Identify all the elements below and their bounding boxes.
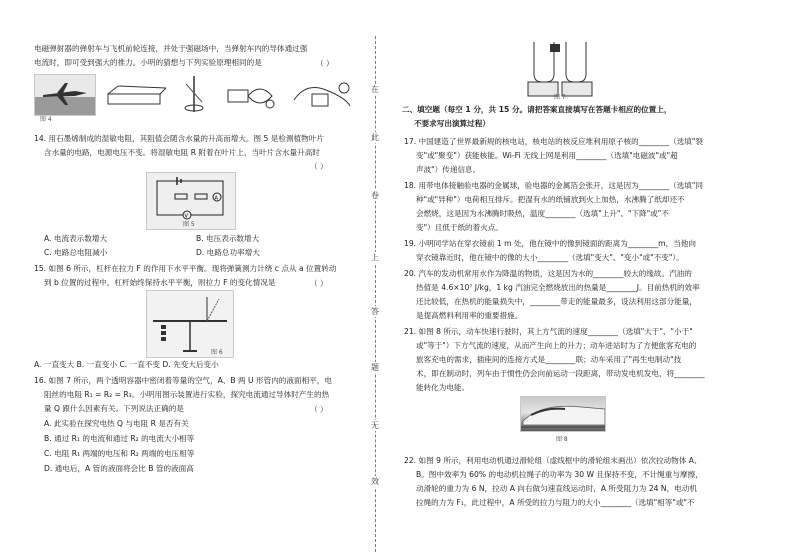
q21-line-5: 能转化为电能。 [416,383,470,392]
q22-line-3: 动滑轮的重力为 6 N，拉动 A 向右做匀速直线运动时，A 所受阻力为 24 N，电动机 [416,484,697,493]
svg-text:A: A [214,195,218,202]
q16-line-2: 阻丝的电阻 R₁ = R₂ = R₃。小明用图示装置进行实验，探究电流通过导体时产生的热 [44,390,330,399]
q21-line-3: 旅客充电的需求，插座间的连接方式是________联；动车采用了"再生电制动"技 [416,355,682,364]
u-tube-apparatus-diagram [520,38,600,100]
figure-4 [34,72,364,122]
jet-icon [35,75,95,115]
aircraft-carrier-photo [34,74,96,116]
q21-line-1: 21. 如图 8 所示，动车快速行驶时，其上方气流的速度________（选填"大于"、"小于" [404,327,693,336]
seal-char-6: 题 [368,362,382,373]
q16-option-c: C. 电阻 R₁ 两端的电压和 R₂ 两端的电压相等 [44,449,195,458]
figure-8-caption: 图 8 [556,436,568,443]
q16-line-1: 16. 如图 7 所示，两个透明容器中密闭着等量的空气，A、B 两 U 形管内的液面相平，电 [34,376,332,385]
q19-line-1: 19. 小明同学站在穿衣镜前 1 m 处，他在镜中的像到镜面的距离为________m，当他向 [404,239,696,248]
q20-line-1: 20. 汽车的发动机常用水作为降温的物质，这是因为水的________较大的缘故。汽油的 [404,269,692,278]
generator-diagram [286,76,358,116]
coil-experiment-diagram [222,76,280,116]
q20-line-4: 是提高燃料利用率的重要措施。 [416,311,523,320]
svg-text:V: V [184,213,188,220]
figure-7 [520,38,600,100]
magnet-rail-diagram [102,76,168,116]
q19-line-2: 穿衣镜靠近时，他在镜中的像的大小________（选填"变大"、"变小"或"不变"）。 [416,253,684,262]
intro-answer-paren: （ ） [316,59,334,68]
q22-line-1: 22. 如图 9 所示，利用电动机通过滑轮组（虚线框中的滑轮组未画出）依次拉动物体 A、 [404,456,702,465]
q22-line-2: B。图中效率为 60% 的电动机拉绳子的功率为 30 W 且保持不变，不计绳重与摩擦， [416,470,703,479]
figure-5 [146,172,236,230]
q20-line-3: 还比较低，在热机的能量损失中，________带走的能量最多，设法利用这部分能量， [416,297,697,306]
seal-char-8: 效 [368,476,382,487]
q17-line-2: 变"或"聚变"）获能核能。Wi-Fi 无线上网是利用________（选填"电磁波"或"超 [416,151,678,160]
q18-line-2: 种"或"异种"）电荷相互排斥。把湿有水的纸铺放到火上加热，水沸腾了纸却还不 [416,195,685,204]
section-note: 不要求写出演算过程） [414,119,490,128]
seal-char-3: 卷 [368,190,382,201]
figure-8 [520,396,606,432]
train-photo [521,397,605,431]
q14-answer-paren: （ ） [310,162,328,171]
q14-option-c: C. 电路总电阻减小 [44,248,108,257]
seal-char-1: 在 [368,84,382,95]
figure-6 [146,290,234,358]
figure-4-caption: 图 4 [40,116,52,123]
q14-option-d: D. 电路总功率增大 [196,248,260,257]
q15-line-1: 15. 如图 6 所示，杠杆在拉力 F 的作用下水平平衡。现将弹簧测力计绕 c 点从 a 位置转动 [34,264,337,273]
q15-answer-paren: （ ） [310,279,328,288]
q15-line-2: 到 b 位置的过程中，杠杆始终保持水平平衡，则拉力 F 的变化情况是 [44,278,276,287]
q14-line-1: 14. 用石墨烯制成的湿敏电阻，其阻值会随含水量的升高而增大。图 5 是检测植物叶片 [34,134,324,143]
seal-char-5: 答 [368,306,382,317]
seal-char-4: 上 [368,252,382,263]
q18-line-4: 变"）且低于纸的着火点。 [416,223,504,232]
q16-line-3: 量 Q 跟什么因素有关。下列说法正确的是 [44,404,184,413]
q21-line-2: 或"等于"）下方气流的速度，从而产生向上的升力；动车进站时为了方便旅客充电的 [416,341,697,350]
q17-line-1: 17. 中国建造了世界最新规的核电站，核电站的核反应堆利用原子核的________（选填"裂 [404,137,703,146]
q14-option-a: A. 电流表示数增大 [44,234,108,243]
q14-option-b: B. 电压表示数增大 [196,234,260,243]
q17-line-3: 声波"）传递信息。 [416,165,481,174]
figure-7-caption: 图 7 [554,94,566,101]
q20-line-2: 热值是 4.6×10⁷ J/kg，1 kg 汽油完全燃烧放出的热量是________J。目前热机的效率 [416,283,700,292]
compass-needle-diagram [174,72,214,116]
q16-option-a: A. 此实验在探究电热 Q 与电阻 R 是否有关 [44,419,189,428]
binding-line [375,36,376,552]
intro-line-1: 电磁弹射器的弹射车与飞机前轮连接，并处于强磁场中，当弹射车内的导体通过强 [34,44,308,53]
q16-option-b: B. 通过 R₁ 的电流和通过 R₂ 的电流大小相等 [44,434,195,443]
figure-6-caption: 图 6 [211,349,223,356]
q14-line-2: 含水量的电路，电源电压不变。将湿敏电阻 R 附着在叶片上，当叶片含水量升高时 [44,148,320,157]
q15-options: A. 一直变大 B. 一直变小 C. 一直不变 D. 先变大后变小 [34,360,219,369]
q22-line-4: 拉绳的力为 F₁，此过程中，A 所受的拉力与阻力的大小________（选填"相等"或"不 [416,498,695,507]
seal-char-2: 此 [368,132,382,143]
q18-line-1: 18. 用带电体接触验电器的金属球，验电器的金属箔会张开，这是因为________（选填"同 [404,181,703,190]
q21-line-4: 术，即在制动时，列车由于惯性仍会向前运动一段距离，带动发电机发电，将________ [416,369,705,378]
section-title: 二、填空题（每空 1 分，共 15 分。请把答案直接填写在答题卡相应的位置上， [402,105,672,114]
q16-option-d: D. 通电后，A 管的液面将会比 B 管的液面高 [44,464,194,473]
q16-answer-paren: （ ） [310,405,328,414]
figure-5-caption: 图 5 [183,221,195,228]
seal-char-7: 无 [368,420,382,431]
q18-line-3: 会燃烧，这是因为水沸腾时吸热，温度________（选填"上升"、"下降"或"不 [416,209,669,218]
intro-line-2: 电流时，即可受到强大的推力。小明的猜想与下列实验原理相同的是 [34,58,262,67]
